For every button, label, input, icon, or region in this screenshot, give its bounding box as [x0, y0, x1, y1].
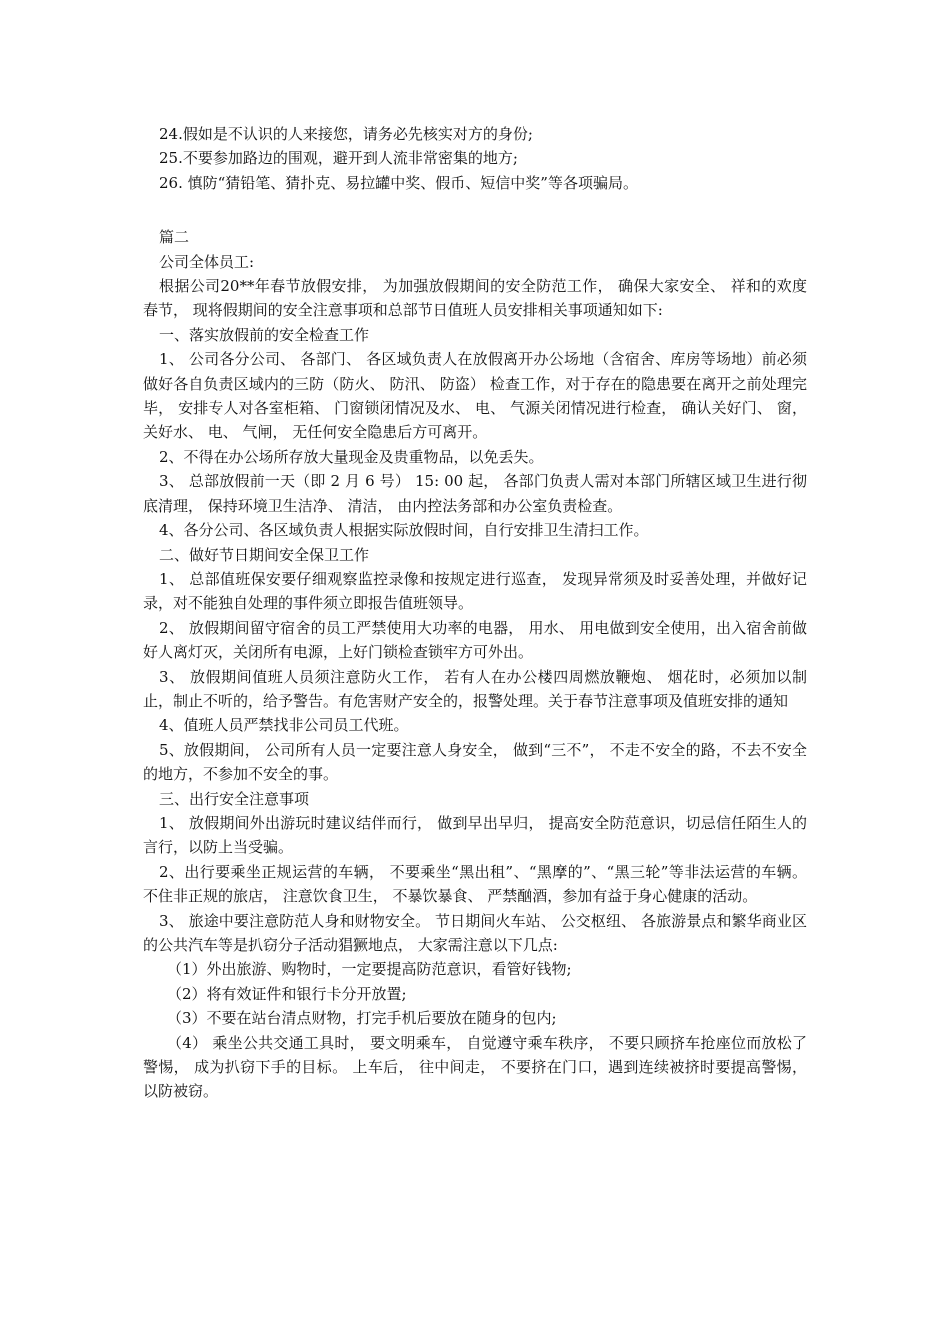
- document-page: [143, 122, 807, 1104]
- section-2-item: 3、 放假期间值班人员须注意防火工作， 若有人在办公楼四周燃放鞭炮、 烟花时，必须加以制止，制止不听的，给予警告。有危害财产安全的，报警处理。关于春节注意事项及值班安排的通知: [143, 667, 807, 710]
- section-2-item: 4、值班人员严禁找非公司员工代班。: [159, 716, 409, 735]
- section-1-item: 3、 总部放假前一天（即 2 月 6 号） 15: 00 起， 各部门负责人需对本部门所辖区域卫生进行彻底清理， 保持环境卫生洁净、 清洁， 由内控法务部和办公室负责检查。: [143, 472, 807, 515]
- spacer: [143, 195, 807, 225]
- section-3-item: 2、出行要乘坐正规运营的车辆， 不要乘坐“黑出租”、“黑摩的”、“黑三轮”等非法运营的车辆。 不住非正规的旅店， 注意饮食卫生， 不暴饮暴食、 严禁酗酒，参加有益于身心健康的活动。: [143, 862, 807, 906]
- section-3-subitem: （4） 乘坐公共交通工具时， 要文明乘车， 自觉遵守乘车秩序， 不要只顾挤车抢座位而放松了警惕， 成为扒窃下手的目标。 上车后， 往中间走， 不要挤在门口，遇到连续被挤时要提高警惕，以防被窃。: [143, 1033, 807, 1101]
- section-1-item: 4、各分公司、各区域负责人根据实际放假时间，自行安排卫生清扫工作。: [159, 521, 649, 540]
- section-1-title: 一、落实放假前的安全检查工作: [159, 325, 370, 344]
- section-2-title: 二、做好节日期间安全保卫工作: [159, 545, 370, 564]
- list-item-26: 26. 慎防“猜铅笔、猜扑克、易拉罐中奖、假币、短信中奖”等各项骗局。: [159, 173, 638, 192]
- section-1-item: 2、不得在办公场所存放大量现金及贵重物品，以免丢失。: [159, 447, 544, 466]
- section-1-item: 1、 公司各分公司、 各部门、 各区域负责人在放假离开办公场地（含宿舍、库房等场地）前必须做好各自负责区域内的三防（防火、 防汛、 防盗） 检查工作，对于存在的隐患要在离开之前处理完毕， 安排专人对各室柜箱、 门窗锁闭情况及水、 电、 气源关闭情况进行检查， 确认关好门、 窗，关好水、 电、 气闸， 无任何安全隐患后方可离开。: [143, 350, 807, 442]
- part-label: 篇二: [159, 228, 190, 247]
- intro-paragraph: 根据公司20**年春节放假安排， 为加强放假期间的安全防范工作， 确保大家安全、 祥和的欢度春节， 现将假期间的安全注意事项和总部节日值班人员安排相关事项通知如下:: [143, 277, 807, 320]
- section-3-subitem: （3）不要在站台清点财物，打完手机后要放在随身的包内;: [167, 1009, 557, 1028]
- list-item-25: 25.不要参加路边的围观，避开到人流非常密集的地方;: [159, 149, 518, 168]
- section-3-subitem: （2）将有效证件和银行卡分开放置;: [167, 984, 407, 1003]
- section-2-item: 2、 放假期间留守宿舍的员工严禁使用大功率的电器， 用水、 用电做到安全使用，出入宿舍前做好人离灯灭，关闭所有电源，上好门锁检查锁牢方可外出。: [143, 618, 807, 662]
- section-3-item: 3、 旅途中要注意防范人身和财物安全。 节日期间火车站、 公交枢纽、 各旅游景点和繁华商业区的公共汽车等是扒窃分子活动猖獗地点， 大家需注意以下几点:: [143, 911, 807, 954]
- salutation: 公司全体员工:: [159, 252, 255, 271]
- section-3-title: 三、出行安全注意事项: [159, 789, 310, 808]
- section-2-item: 5、放假期间， 公司所有人员一定要注意人身安全， 做到“三不”， 不走不安全的路，不去不安全的地方，不参加不安全的事。: [143, 740, 807, 784]
- section-2-item: 1、 总部值班保安要仔细观察监控录像和按规定进行巡查， 发现异常须及时妥善处理，并做好记录，对不能独自处理的事件须立即报告值班领导。: [143, 569, 807, 613]
- list-item-24: 24.假如是不认识的人来接您，请务必先核实对方的身份;: [159, 125, 533, 143]
- section-3-item: 1、 放假期间外出游玩时建议结伴而行， 做到早出早归， 提高安全防范意识，切忌信任陌生人的言行，以防上当受骗。: [143, 813, 807, 857]
- section-3-subitem: （1）外出旅游、购物时，一定要提高防范意识，看管好钱物;: [167, 960, 572, 979]
